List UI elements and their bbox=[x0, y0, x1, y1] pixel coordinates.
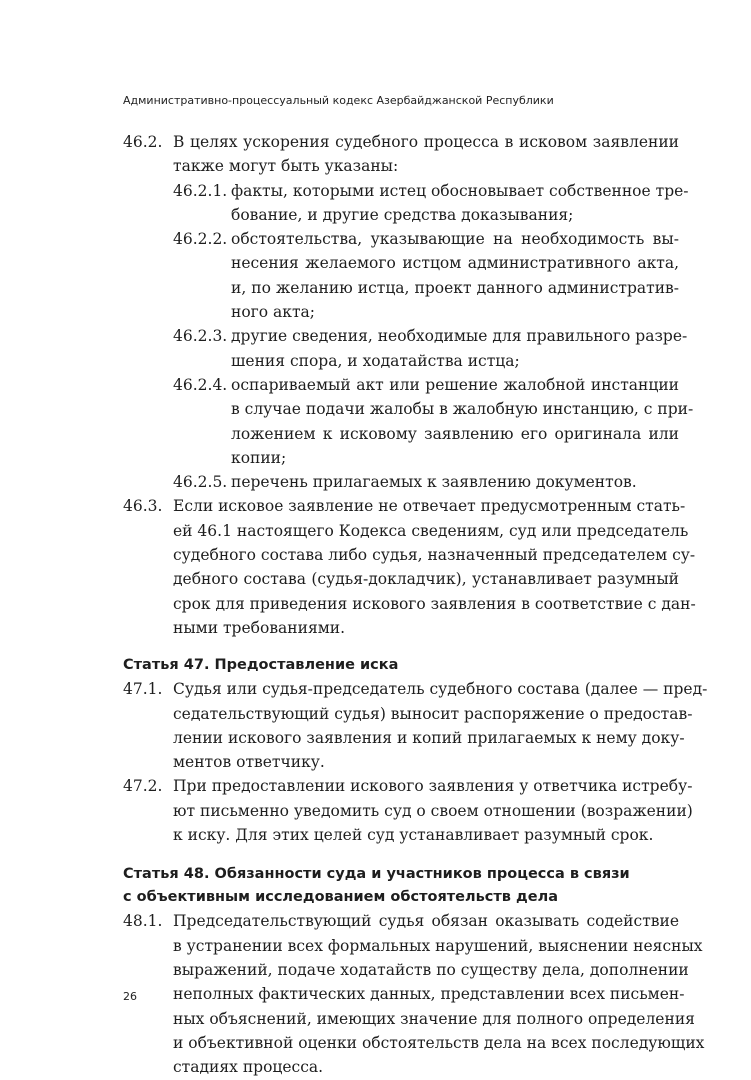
text-line: в устранении всех формальных нарушений, выяснении неясных bbox=[173, 936, 703, 955]
text-line: шения спора, и ходатайства истца; bbox=[231, 351, 520, 370]
text-line: ного акта; bbox=[231, 303, 316, 322]
text-line: ных объяснений, имеющих значение для полного определения bbox=[173, 1009, 695, 1028]
text-line: выражений, подаче ходатайств по существу дела, дополнении bbox=[173, 960, 689, 979]
text-line: лении искового заявления и копий прилагаемых к нему доку- bbox=[173, 728, 685, 747]
paragraph-46-3 bbox=[123, 494, 696, 640]
article-47-heading: Статья 47. Предоставление иска bbox=[123, 657, 399, 674]
text-line: В целях ускорения судебного процесса в исковом заявлении bbox=[173, 133, 679, 151]
subparagraph-46-2-3 bbox=[123, 324, 688, 373]
text-line: несения желаемого истцом административного акта, bbox=[231, 254, 679, 273]
text-line: бование, и другие средства доказывания; bbox=[231, 205, 574, 224]
text-line: Судья или судья-председатель судебного состава (далее — пред- bbox=[173, 680, 708, 699]
subparagraph-number: 46.2.2. bbox=[173, 230, 228, 249]
text-line: При предоставлении искового заявления у ответчика истребу- bbox=[173, 777, 693, 796]
paragraph-47-2 bbox=[123, 774, 693, 847]
running-header: Административно-процессуальный кодекс Азербайджанской Республики bbox=[123, 94, 554, 107]
text-line: копии; bbox=[231, 448, 287, 467]
text-line: Если исковое заявление не отвечает предусмотренным стать- bbox=[173, 497, 686, 516]
article-48-heading bbox=[123, 863, 679, 909]
text-line: ными требованиями. bbox=[173, 618, 346, 637]
subparagraph-number: 46.2.5. bbox=[173, 473, 228, 492]
subparagraph-46-2-4 bbox=[123, 373, 694, 470]
text-line: стадиях процесса. bbox=[173, 1058, 324, 1077]
subparagraph-number: 46.2.4. bbox=[173, 375, 228, 394]
paragraph-number: 46.2. bbox=[123, 133, 163, 151]
text-line: срок для приведения искового заявления в соответствие с дан- bbox=[173, 594, 696, 613]
text-line: и, по желанию истца, проект данного административ- bbox=[231, 278, 679, 297]
text-line: ют письменно уведомить суд о своем отношении (возражении) bbox=[173, 801, 693, 820]
text-line: другие сведения, необходимые для правильного разре- bbox=[231, 327, 688, 346]
paragraph-number: 47.2. bbox=[123, 777, 163, 796]
subparagraph-number: 46.2.3. bbox=[173, 327, 228, 346]
text-line: неполных фактических данных, представлении всех письмен- bbox=[173, 985, 685, 1004]
paragraph-number: 46.3. bbox=[123, 497, 163, 516]
heading-line: Статья 48. Обязанности суда и участников процесса в связи bbox=[123, 866, 630, 883]
text-line: ложением к исковому заявлению его оригинала или bbox=[231, 424, 679, 443]
text-line: оспариваемый акт или решение жалобной инстанции bbox=[231, 375, 679, 394]
page-body bbox=[123, 130, 708, 1079]
text-line: также могут быть указаны: bbox=[173, 157, 399, 176]
text-line: ментов ответчику. bbox=[173, 753, 325, 772]
text-line: Председательствующий судья обязан оказывать содействие bbox=[173, 912, 679, 931]
text-line: в случае подачи жалобы в жалобную инстанцию, с при- bbox=[231, 400, 694, 419]
text-line: судебного состава либо судья, назначенный председателем су- bbox=[173, 546, 696, 565]
paragraph-47-1 bbox=[123, 677, 708, 774]
text-line: обстоятельства, указывающие на необходимость вы- bbox=[231, 230, 679, 249]
paragraph-number: 48.1. bbox=[123, 912, 163, 931]
text-line: ей 46.1 настоящего Кодекса сведениям, суд или председатель bbox=[173, 521, 689, 540]
text-line: дебного состава (судья-докладчик), устанавливает разумный bbox=[173, 570, 679, 589]
subparagraph-46-2-2 bbox=[123, 227, 679, 324]
page-number: 26 bbox=[123, 990, 137, 1003]
subparagraph-number: 46.2.1. bbox=[173, 181, 228, 200]
paragraph-48-1 bbox=[123, 909, 705, 1079]
text-line: седательствующий судья) выносит распоряжение о предостав- bbox=[173, 704, 693, 723]
paragraph-number: 47.1. bbox=[123, 680, 163, 699]
text-line: к иску. Для этих целей суд устанавливает разумный срок. bbox=[173, 826, 654, 845]
subparagraph-46-2-5 bbox=[123, 470, 679, 494]
paragraph-46-2 bbox=[123, 130, 679, 179]
text-line: факты, которыми истец обосновывает собственное тре- bbox=[231, 181, 689, 200]
text-line: и объективной оценки обстоятельств дела на всех последующих bbox=[173, 1033, 705, 1052]
subparagraph-46-2-1 bbox=[123, 179, 689, 228]
text-line: перечень прилагаемых к заявлению документов. bbox=[231, 473, 637, 492]
heading-line: с объективным исследованием обстоятельств дела bbox=[123, 889, 558, 906]
